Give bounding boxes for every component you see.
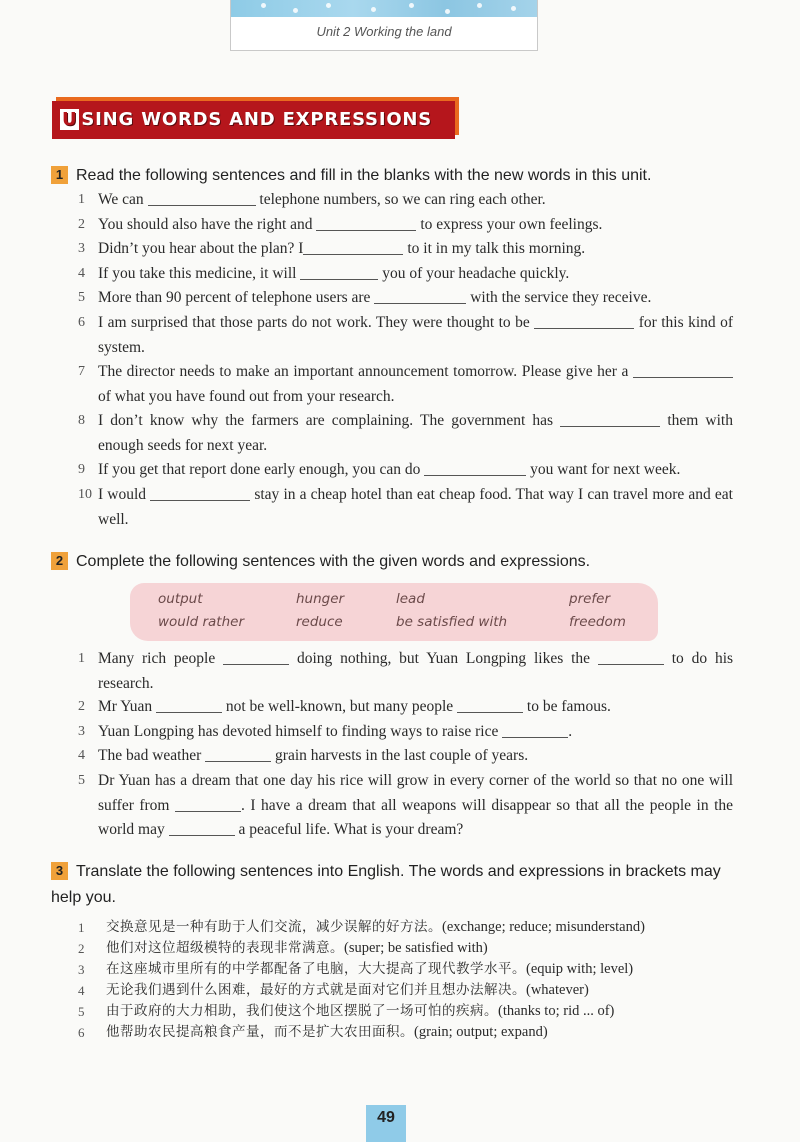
item-text: grain harvests in the last couple of years.: [275, 747, 529, 764]
unit-header-tab: [230, 0, 538, 51]
item-text: to do his research.: [98, 650, 734, 692]
answer-blank[interactable]: [150, 485, 250, 501]
word-bank-item: reduce: [296, 614, 343, 630]
item-text: Didn’t you hear about the plan? I: [98, 240, 304, 257]
item-text: telephone numbers, so we can ring each other.: [259, 191, 546, 208]
item-text: not be well-known, but many people: [225, 698, 454, 715]
answer-blank[interactable]: [303, 239, 403, 255]
answer-blank[interactable]: [598, 649, 664, 665]
hint-words: (whatever): [526, 982, 589, 998]
item-text: We can: [98, 191, 144, 208]
item-text: doing nothing, but Yuan Longping likes the: [296, 650, 591, 667]
exercise-1-heading: [51, 163, 751, 188]
item-text: You should also have the right and: [98, 216, 313, 233]
word-bank-item: would rather: [158, 614, 244, 630]
answer-blank[interactable]: [424, 460, 526, 476]
answer-blank[interactable]: [560, 411, 660, 427]
item-text: The bad weather: [98, 747, 202, 764]
answer-blank[interactable]: [148, 190, 256, 206]
exercise-number-badge: 3: [51, 862, 68, 880]
exercise-number-badge: 1: [51, 166, 68, 184]
exercise-2-item: [78, 744, 733, 769]
item-text: to it in my talk this morning.: [407, 240, 586, 257]
item-number: 4: [78, 748, 85, 763]
item-text: If you get that report done early enough, you can do: [98, 461, 421, 478]
answer-blank[interactable]: [205, 746, 271, 762]
exercise-3-item: [78, 938, 758, 959]
chinese-sentence: 在这座城市里所有的中学都配备了电脑，大大提高了现代教学水平。: [106, 961, 526, 977]
item-number: 3: [78, 241, 85, 256]
item-text: More than 90 percent of telephone users are: [98, 289, 371, 306]
hint-words: (grain; output; expand): [414, 1024, 548, 1040]
answer-blank[interactable]: [457, 697, 523, 713]
item-text: The director needs to make an important announcement tomorrow. Please give her a: [98, 363, 629, 380]
exercise-1-item: [78, 409, 733, 458]
exercise-2-instruction: Complete the following sentences with the given words and expressions.: [76, 553, 591, 570]
word-bank-item: output: [158, 591, 203, 607]
exercise-3-item: [78, 959, 758, 980]
item-text: I would: [98, 486, 147, 503]
section-title-rest: SING WORDS AND EXPRESSIONS: [81, 109, 433, 130]
item-number: 4: [78, 266, 85, 281]
section-title: [60, 109, 432, 130]
word-bank-item: prefer: [569, 591, 611, 607]
word-bank: [130, 583, 658, 641]
item-text: you of your headache quickly.: [382, 265, 570, 282]
hint-words: (thanks to; rid ... of): [498, 1003, 615, 1019]
item-number: 7: [78, 364, 85, 379]
exercise-1-item: [78, 262, 733, 287]
answer-blank[interactable]: [374, 288, 466, 304]
exercise-1-item: [78, 188, 733, 213]
exercise-3-instruction: Translate the following sentences into English. The words and expressions in brackets may help you.: [51, 863, 721, 906]
item-text: a peaceful life. What is your dream?: [238, 821, 464, 838]
answer-blank[interactable]: [156, 697, 222, 713]
page-number: 49: [366, 1105, 406, 1142]
item-text: with the service they receive.: [470, 289, 652, 306]
chinese-sentence: 由于政府的大力相助，我们使这个地区摆脱了一场可怕的疾病。: [106, 1003, 498, 1019]
item-text: to express your own feelings.: [420, 216, 603, 233]
item-number: 10: [78, 487, 92, 502]
item-number: 4: [78, 983, 85, 998]
word-bank-item: hunger: [296, 591, 345, 607]
item-number: 2: [78, 217, 85, 232]
item-number: 1: [78, 651, 85, 666]
decorative-strip: [231, 0, 537, 17]
word-bank-item: freedom: [569, 614, 626, 630]
item-text: to be famous.: [526, 698, 611, 715]
item-number: 2: [78, 699, 85, 714]
answer-blank[interactable]: [175, 796, 241, 812]
exercise-1-item: [78, 237, 733, 262]
item-text: I don’t know why the farmers are complaining. The government has: [98, 412, 554, 429]
section-title-initial: U: [62, 109, 78, 130]
item-number: 6: [78, 1025, 85, 1040]
answer-blank[interactable]: [633, 362, 733, 378]
answer-blank[interactable]: [316, 215, 416, 231]
item-text: of what you have found out from your research.: [98, 387, 395, 405]
exercise-number-badge: 2: [51, 552, 68, 570]
exercise-3-heading: [51, 859, 741, 911]
exercise-2-item: [78, 695, 733, 720]
exercise-3-item: [78, 917, 758, 938]
item-number: 9: [78, 462, 85, 477]
exercise-1-item: [78, 213, 733, 238]
item-text: Yuan Longping has devoted himself to finding ways to raise rice: [98, 723, 499, 740]
item-number: 6: [78, 315, 85, 330]
word-bank-item: lead: [396, 591, 425, 607]
exercise-3-item: [78, 1001, 758, 1022]
item-number: 1: [78, 192, 85, 207]
exercise-1-item: [78, 360, 733, 409]
exercise-3-item: [78, 980, 758, 1001]
chinese-sentence: 无论我们遇到什么困难，最好的方式就是面对它们并且想办法解决。: [106, 982, 526, 998]
exercise-1-instruction: Read the following sentences and fill in the blanks with the new words in this unit.: [76, 167, 652, 184]
item-text: I am surprised that those parts do not work. They were thought to be: [98, 314, 530, 331]
item-text: for this kind of system.: [98, 314, 734, 356]
word-bank-item: be satisfied with: [396, 614, 508, 630]
item-number: 2: [78, 941, 85, 956]
item-text: Many rich people: [98, 650, 216, 667]
chinese-sentence: 交换意见是一种有助于人们交流，减少误解的好方法。: [106, 919, 442, 935]
answer-blank[interactable]: [502, 722, 568, 738]
item-number: 8: [78, 413, 85, 428]
exercise-2-item: [78, 769, 733, 843]
item-text: . I have a dream that all weapons will disappear so that all the people in the world may: [98, 796, 734, 838]
hint-words: (equip with; level): [526, 961, 634, 977]
chinese-sentence: 他帮助农民提高粮食产量，而不是扩大农田面积。: [106, 1024, 414, 1040]
chinese-sentence: 他们对这位超级模特的表现非常满意。: [106, 940, 344, 956]
item-number: 3: [78, 724, 85, 739]
item-text: them with enough seeds for next year.: [98, 412, 733, 454]
exercise-2-item: [78, 647, 733, 696]
answer-blank[interactable]: [223, 649, 289, 665]
exercise-1-item: [78, 311, 733, 360]
item-number: 5: [78, 773, 85, 788]
hint-words: (exchange; reduce; misunderstand): [442, 919, 645, 935]
item-text: Mr Yuan: [98, 698, 153, 715]
item-text: .: [568, 723, 573, 740]
exercise-2-heading: [51, 549, 751, 574]
item-number: 5: [78, 290, 85, 305]
answer-blank[interactable]: [169, 820, 235, 836]
hint-words: (super; be satisfied with): [344, 940, 488, 956]
item-text: Dr Yuan has a dream that one day his rice will grow in every corner of the world so that no one will suffer from: [98, 772, 733, 814]
exercise-2-item: [78, 720, 733, 745]
item-text: If you take this medicine, it will: [98, 265, 297, 282]
item-text: stay in a cheap hotel than eat cheap food. That way I can travel more and eat well.: [98, 486, 733, 528]
item-number: 1: [78, 920, 85, 935]
exercise-3-item: [78, 1022, 758, 1043]
answer-blank[interactable]: [534, 313, 634, 329]
item-number: 5: [78, 1004, 85, 1019]
exercise-1-item: [78, 458, 733, 483]
item-number: 3: [78, 962, 85, 977]
exercise-1-item: [78, 483, 733, 532]
unit-title: Unit 2 Working the land: [316, 24, 452, 39]
exercise-1-item: [78, 286, 733, 311]
answer-blank[interactable]: [300, 264, 378, 280]
section-banner: [52, 101, 455, 139]
item-text: you want for next week.: [530, 461, 681, 478]
